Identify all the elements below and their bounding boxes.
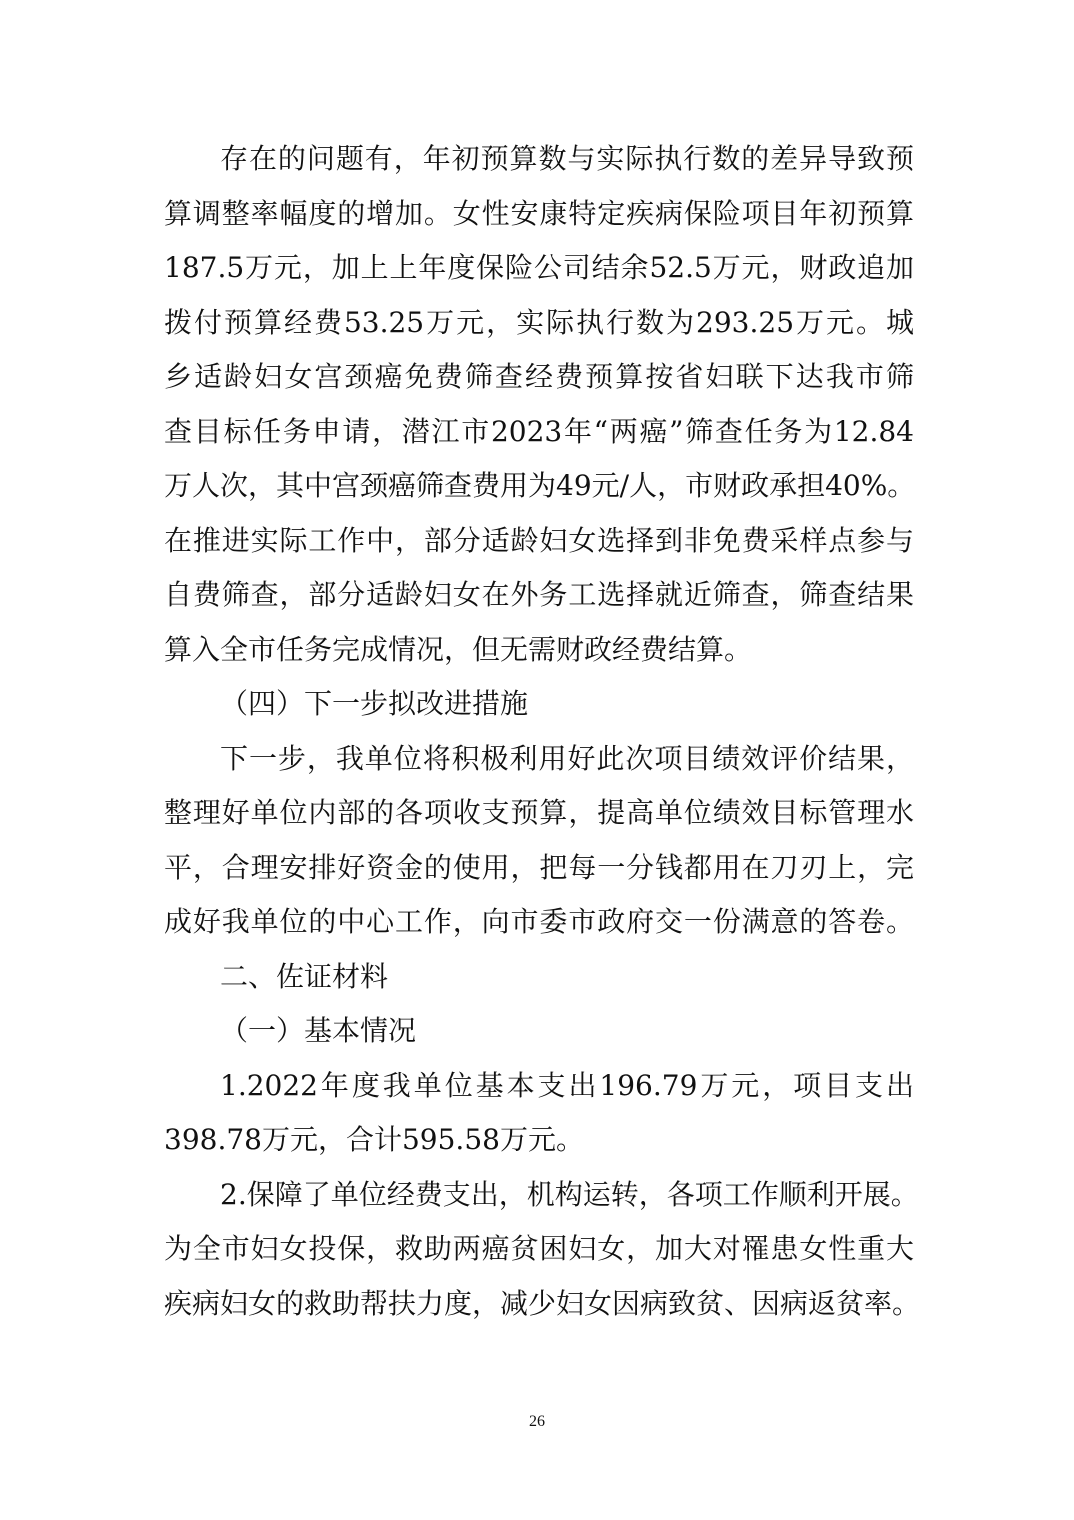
page-number: 26 [529, 1413, 545, 1430]
section-heading: （四）下一步拟改进措施 [220, 687, 529, 720]
paragraph-line: 为全市妇女投保，救助两癌贫困妇女，加大对罹患女性重大 [164, 1232, 914, 1265]
body-text [164, 132, 921, 1331]
paragraph-line: 成好我单位的中心工作，向市委市政府交一份满意的答卷。 [164, 905, 914, 938]
paragraph-line: 整理好单位内部的各项收支预算，提高单位绩效目标管理水 [164, 796, 914, 829]
paragraph-line: 乡适龄妇女宫颈癌免费筛查经费预算按省妇联下达我市筛 [164, 360, 914, 393]
section-heading: 二、佐证材料 [220, 959, 389, 993]
paragraph-line: 自费筛查，部分适龄妇女在外务工选择就近筛查，筛查结果 [164, 578, 914, 611]
paragraph-line: 在推进实际工作中，部分适龄妇女选择到非免费采样点参与 [164, 523, 914, 557]
paragraph-line: 平，合理安排好资金的使用，把每一分钱都用在刀刃上，完 [164, 850, 914, 884]
paragraph-line: 存在的问题有，年初预算数与实际执行数的差异导致预 [220, 142, 914, 175]
paragraph-line: 398.78万元，合计595.58万元。 [164, 1123, 584, 1156]
section-heading: （一）基本情况 [220, 1014, 417, 1047]
paragraph-line: 算入全市任务完成情况，但无需财政经费结算。 [164, 632, 753, 666]
paragraph-line: 算调整率幅度的增加。女性安康特定疾病保险项目年初预算 [164, 196, 914, 230]
paragraph-line: 1.2022年度我单位基本支出196.79万元，项目支出 [220, 1068, 914, 1102]
paragraph-line: 查目标任务申请，潜江市2023年“两癌”筛查任务为12.84 [164, 414, 914, 448]
paragraph-line: 万人次，其中宫颈癌筛查费用为49元/人，市财政承担40%。 [164, 469, 916, 502]
paragraph-line: 187.5万元，加上上年度保险公司结余52.5万元，财政追加 [164, 251, 914, 284]
paragraph-line: 2.保障了单位经费支出，机构运转，各项工作顺利开展。 [220, 1177, 919, 1211]
paragraph-line: 疾病妇女的救助帮扶力度，减少妇女因病致贫、因病返贫率。 [164, 1286, 921, 1320]
paragraph-line: 拨付预算经费53.25万元，实际执行数为293.25万元。城 [164, 305, 914, 339]
paragraph-line: 下一步，我单位将积极利用好此次项目绩效评价结果， [220, 741, 914, 775]
